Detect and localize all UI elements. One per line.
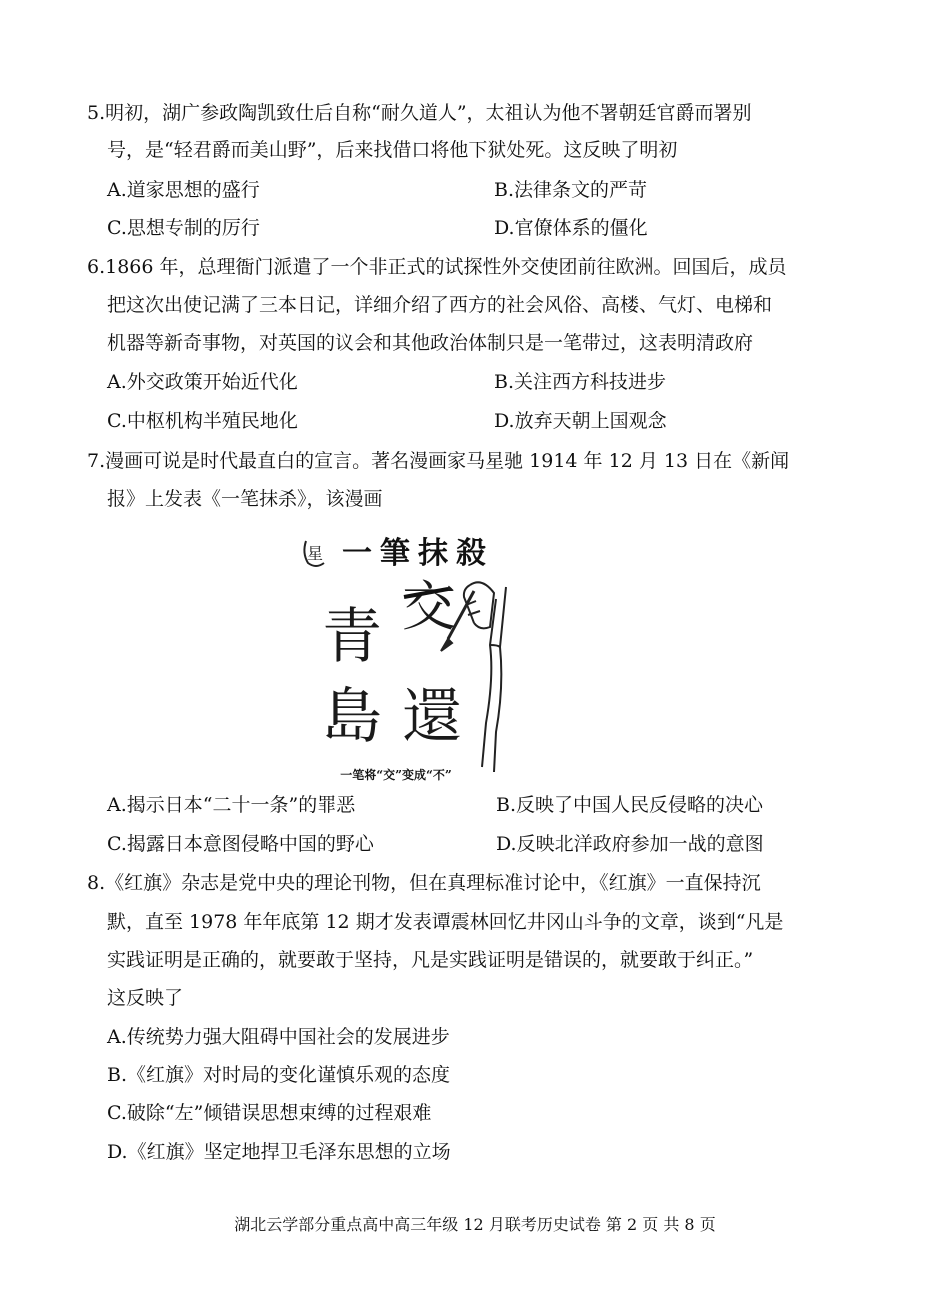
q8-option-a: A.传统势力强大阻碍中国社会的发展进步 — [107, 1026, 450, 1048]
q6-option-a: A.外交政策开始近代化 — [107, 371, 298, 393]
q6-option-b: B.关注西方科技进步 — [494, 371, 667, 393]
q8-option-b: B.《红旗》对时局的变化谨慎乐观的态度 — [107, 1064, 451, 1086]
q5-option-a: A.道家思想的盛行 — [107, 179, 260, 201]
q6-stem-line3: 机器等新奇事物，对英国的议会和其他政治体制只是一笔带过，这表明清政府 — [107, 332, 754, 354]
q6-stem-line1: 6.1866 年，总理衙门派遣了一个非正式的试探性外交使团前往欧洲。回国后，成员 — [87, 256, 787, 278]
q5-option-c: C.思想专制的厉行 — [107, 217, 260, 239]
cartoon-title: 一筆抹殺 — [342, 536, 494, 571]
q5-stem-line1: 5.明初，湖广参政陶凯致仕后自称“耐久道人”，太祖认为他不署朝廷官爵而署别 — [87, 102, 752, 124]
cartoon-seal-char: 星 — [306, 544, 324, 563]
q8-option-d: D.《红旗》坚定地捍卫毛泽东思想的立场 — [107, 1141, 451, 1163]
q8-stem-line4: 这反映了 — [107, 987, 184, 1009]
q7-option-a: A.揭示日本“二十一条”的罪恶 — [107, 794, 356, 816]
q7-stem-line2: 报》上发表《一笔抹杀》，该漫画 — [107, 488, 383, 510]
q7-option-b: B.反映了中国人民反侵略的决心 — [496, 794, 764, 816]
q5-stem-line2: 号，是“轻君爵而美山野”，后来找借口将他下狱处死。这反映了明初 — [107, 139, 678, 161]
q5-option-d: D.官僚体系的僵化 — [494, 217, 648, 239]
q7-option-d: D.反映北洋政府参加一战的意图 — [496, 833, 764, 855]
cartoon-yibi-mosha — [298, 527, 508, 807]
page-footer: 湖北云学部分重点高中高三年级 12 月联考历史试卷 第 2 页 共 8 页 — [234, 1215, 716, 1234]
q7-option-c: C.揭露日本意图侵略中国的野心 — [107, 833, 374, 855]
q8-stem-line1: 8.《红旗》杂志是党中央的理论刊物，但在真理标准讨论中，《红旗》一直保持沉 — [87, 872, 761, 894]
q7-stem-line1: 7.漫画可说是时代最直白的宣言。著名漫画家马星驰 1914 年 12 月 13 日在《新闻 — [87, 450, 790, 472]
cartoon-char-dao: 島 — [322, 682, 382, 752]
q8-stem-line3: 实践证明是正确的，就要敢于坚持，凡是实践证明是错误的，就要敢于纠正。” — [107, 949, 754, 971]
cartoon-caption: 一笔将“交”变成“不” — [340, 768, 452, 782]
cartoon-char-jiao: 交 — [402, 575, 456, 638]
q8-stem-line2: 默，直至 1978 年年底第 12 期才发表谭震林回忆井冈山斗争的文章，谈到“凡是 — [107, 911, 784, 933]
q8-option-c: C.破除“左”倾错误思想束缚的过程艰难 — [107, 1102, 432, 1124]
q6-option-c: C.中枢机构半殖民地化 — [107, 410, 298, 432]
cartoon-char-qing: 青 — [322, 602, 382, 672]
q5-option-b: B.法律条文的严苛 — [494, 179, 648, 201]
q6-stem-line2: 把这次出使记满了三本日记，详细介绍了西方的社会风俗、高楼、气灯、电梯和 — [107, 294, 773, 316]
q6-option-d: D.放弃天朝上国观念 — [494, 410, 667, 432]
cartoon-seal — [304, 541, 324, 566]
cartoon-char-huan: 還 — [402, 682, 462, 752]
